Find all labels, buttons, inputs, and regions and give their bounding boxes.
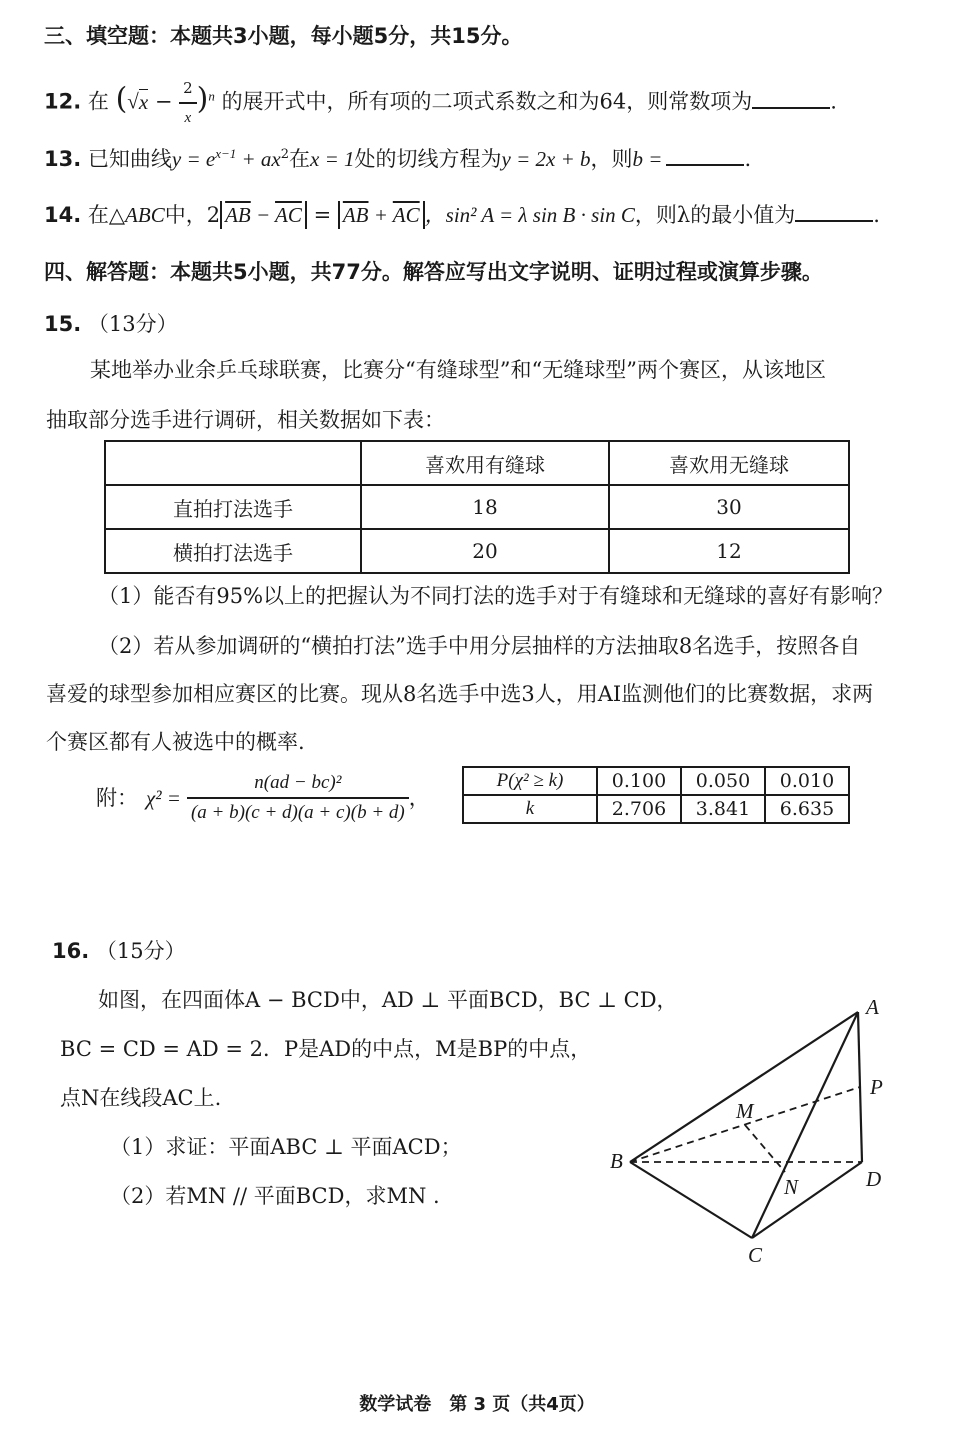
table-header-cell: 喜欢用有缝球: [361, 441, 609, 485]
q13-text-c: 处的切线方程为: [354, 147, 502, 171]
q16-line2: BC = CD = AD = 2．P是AD的中点，M是BP的中点，: [60, 1037, 592, 1061]
q15-part1: （1）能否有95%以上的把握认为不同打法的选手对于有缝球和无缝球的喜好有影响？: [98, 584, 894, 608]
q14-number: 14.: [44, 203, 82, 227]
table-cell: 0.050: [681, 767, 765, 795]
table-row: [105, 485, 849, 529]
q15-para1: 某地举办业余乒乓球联赛，比赛分“有缝球型”和“无缝球型”两个赛区，从该地区: [90, 358, 826, 382]
q14-text-c: ，则λ的最小值为: [634, 203, 796, 227]
question-14: [44, 201, 880, 229]
chi-comma: ，: [408, 786, 430, 810]
table-cell: 0.100: [597, 767, 681, 795]
q13-curve-sq: 2: [280, 147, 290, 162]
label-M: M: [736, 1099, 754, 1123]
table-cell: 0.010: [765, 767, 849, 795]
chi-fraction: [187, 769, 409, 827]
q15-points: （13分）: [87, 312, 178, 336]
q14-text-b: 中，2: [164, 203, 221, 227]
q12-expr-mid: −: [148, 89, 180, 114]
q13-b-eq: b =: [632, 147, 663, 171]
table-cell: 3.841: [681, 795, 765, 823]
q13-text-b: 在: [289, 147, 311, 171]
q12-expr-num: 2: [179, 74, 197, 104]
q15-appendix: [96, 768, 430, 828]
q12-end: .: [830, 89, 837, 114]
q13-point: x = 1: [310, 147, 355, 171]
table-row: [463, 795, 849, 823]
q14-minus: −: [250, 203, 276, 227]
q14-end: .: [873, 203, 880, 227]
question-12: 12. 在 (√x − $\frac{2}{x}$ )$^n$ 的展开式中，所有项的二项式系数之和为64，则常数项为 .: [44, 74, 837, 132]
chi-lhs: χ² =: [146, 786, 181, 810]
q12-expr-exp: n: [208, 88, 215, 104]
label-D: D: [866, 1167, 882, 1191]
q15-para2: 抽取部分选手进行调研，相关数据如下表：: [46, 408, 445, 432]
table-cell: 20: [361, 529, 609, 573]
q13-curve: y = e: [171, 147, 216, 171]
chi-numerator: n(ad − bc)²: [187, 769, 409, 799]
q14-plus: +: [368, 203, 393, 227]
q12-text: 的展开式中，所有项的二项式系数之和为64，则常数项为: [221, 89, 753, 114]
q16-points: （15分）: [95, 939, 186, 963]
chi-denominator: (a + b)(c + d)(a + c)(b + d): [190, 802, 405, 823]
label-C: C: [748, 1243, 763, 1267]
q14-vec-ab-2: $\overline{AB}$: [342, 203, 369, 227]
q16-part1: （1）求证：平面ABC ⊥ 平面ACD；: [110, 1135, 462, 1159]
q15-part2-b: 喜爱的球型参加相应赛区的比赛。现从8名选手中选3人，用AI监测他们的比赛数据，求两: [46, 682, 874, 706]
q15-number: 15.: [44, 312, 82, 336]
table-cell: 2.706: [597, 795, 681, 823]
q16-line3: 点N在线段AC上.: [60, 1086, 222, 1110]
q14-eq: =: [306, 203, 338, 227]
q16-number: 16.: [52, 939, 90, 963]
chi-row2-label: k: [463, 795, 597, 823]
tetrahedron-figure: [600, 990, 900, 1270]
q16-line1: 如图，在四面体A − BCD中，AD ⊥ 平面BCD，BC ⊥ CD，: [98, 988, 678, 1012]
q14-cond: ，sin² A = λ sin B · sin C: [424, 203, 635, 227]
q13-number: 13.: [44, 147, 82, 171]
q15-data-table: [104, 440, 850, 574]
question-13: [44, 140, 751, 173]
q14-vec-ab: $\overline{AB}$: [225, 203, 251, 227]
chi-row1-label: P(χ² ≥ k): [463, 767, 597, 795]
q12-answer-blank[interactable]: [752, 89, 830, 109]
table-cell: 18: [361, 485, 609, 529]
q14-vec-ac-2: $\overline{AC}$: [392, 203, 420, 227]
q14-tri: ABC: [125, 203, 165, 227]
edge-BC: [630, 1162, 752, 1238]
q12-expr-den: x: [184, 110, 192, 126]
table-cell: 6.635: [765, 795, 849, 823]
table-cell: 直拍打法选手: [105, 485, 361, 529]
q12-expr-sqrt: x: [138, 89, 149, 114]
table-row: [105, 529, 849, 573]
edge-CD: [752, 1162, 862, 1238]
label-A: A: [866, 995, 879, 1019]
q12-number: 12.: [44, 89, 82, 114]
q13-text-a: 已知曲线: [87, 147, 172, 171]
page-footer: 数学试卷 第 3 页（共4页）: [359, 1394, 595, 1415]
q13-tangent: y = 2x + b: [501, 147, 591, 171]
section3-header: 三、填空题：本题共3小题，每小题5分，共15分。: [44, 24, 523, 48]
question-15-title: [44, 310, 178, 338]
label-P: P: [870, 1075, 883, 1099]
q16-part2: （2）若MN // 平面BCD，求MN .: [110, 1184, 440, 1208]
label-B: B: [610, 1149, 623, 1173]
table-header-cell: 喜欢用无缝球: [609, 441, 849, 485]
q13-end: .: [744, 147, 752, 171]
appendix-label: 附：: [96, 786, 138, 810]
q14-answer-blank[interactable]: [795, 202, 873, 222]
q15-part2-c: 个赛区都有人被选中的概率.: [46, 730, 305, 754]
segment-MN-hidden: [745, 1125, 785, 1172]
q12-prefix: 在: [87, 89, 109, 114]
question-16-title: [52, 937, 186, 965]
q15-part2-a: （2）若从参加调研的“横拍打法”选手中用分层抽样的方法抽取8名选手，按照各自: [98, 634, 861, 658]
q14-text-a: 在△: [87, 203, 126, 227]
table-cell: 30: [609, 485, 849, 529]
section4-header: 四、解答题：本题共5小题，共77分。解答应写出文字说明、证明过程或演算步骤。: [44, 260, 823, 284]
label-N: N: [784, 1175, 799, 1199]
table-row: [463, 767, 849, 795]
table-header-cell: [105, 441, 361, 485]
table-header-row: [105, 441, 849, 485]
q13-text-d: ，则: [590, 147, 633, 171]
table-cell: 12: [609, 529, 849, 573]
chi-critical-table: [462, 766, 850, 824]
q13-curve-tail: + ax: [236, 147, 281, 171]
table-cell: 横拍打法选手: [105, 529, 361, 573]
q13-curve-exp: x−1: [215, 146, 237, 161]
q14-vec-ac: $\overline{AC}$: [275, 203, 302, 227]
q13-answer-blank[interactable]: [666, 146, 744, 166]
